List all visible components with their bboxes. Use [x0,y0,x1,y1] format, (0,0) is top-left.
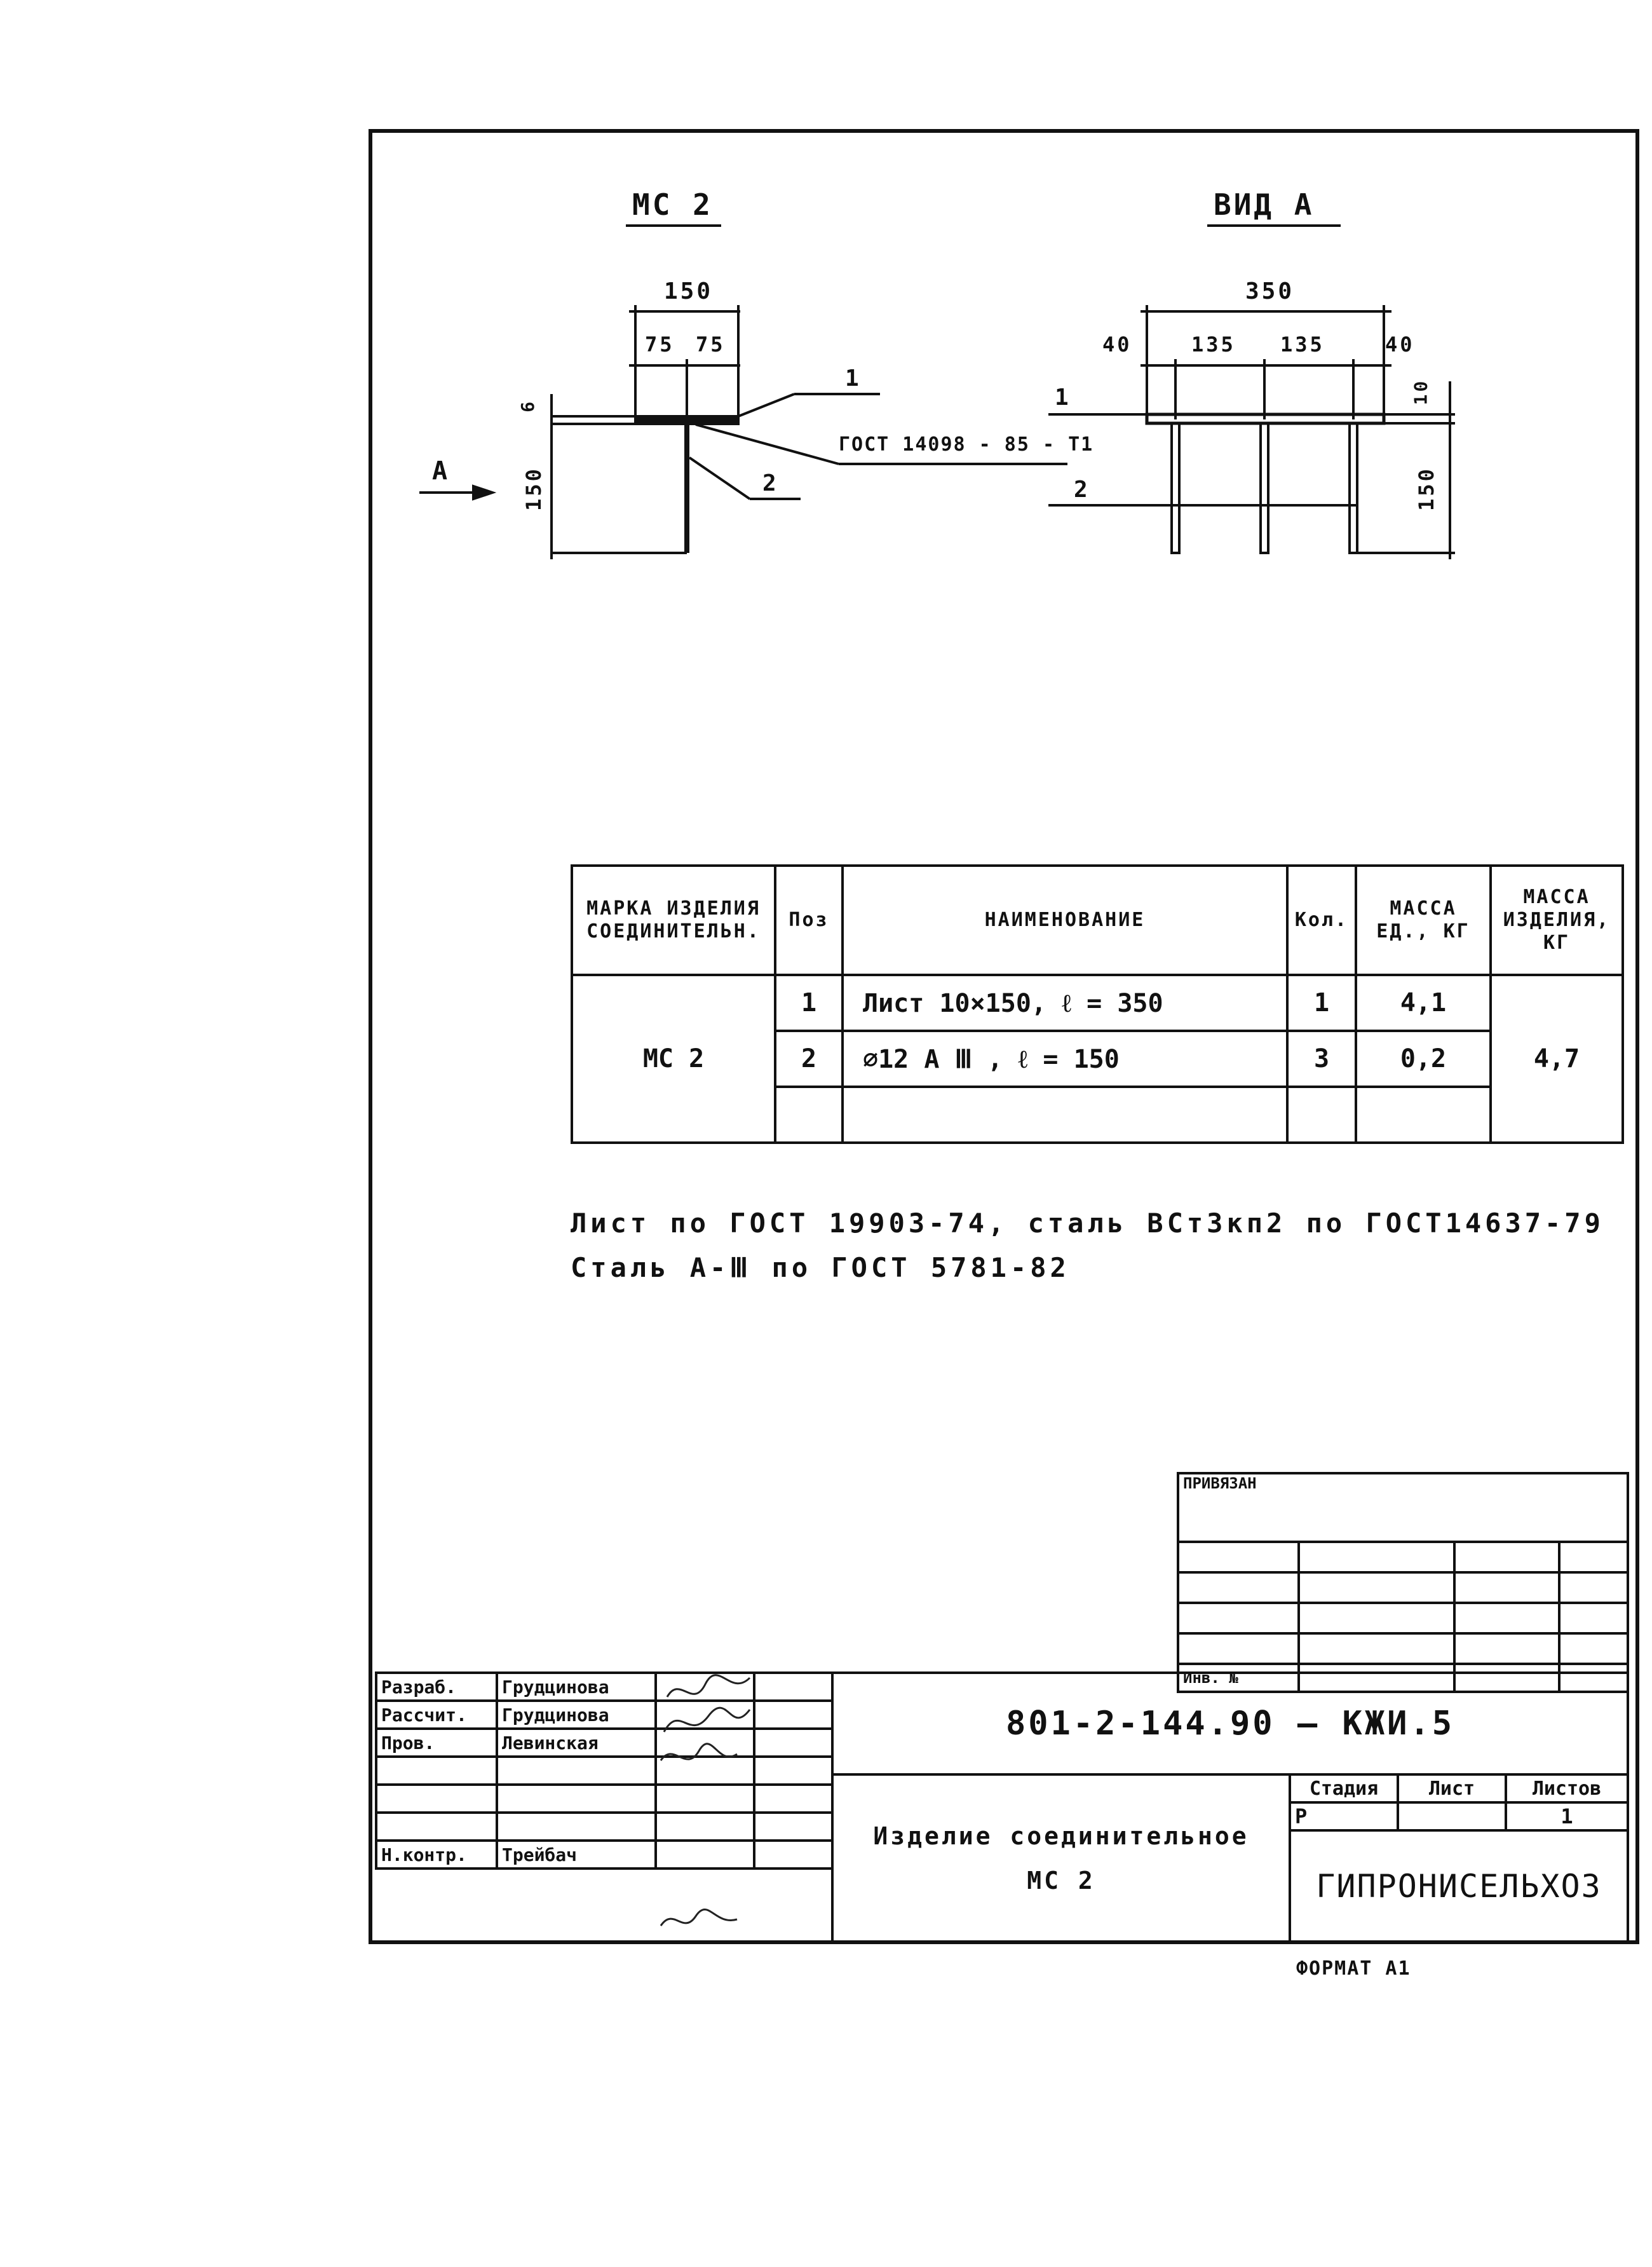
role-name [497,1813,656,1841]
view-callout-2: 2 [1074,477,1090,503]
row-unit-mass: 0,2 [1356,1031,1491,1087]
role-label [376,1813,497,1841]
section-title: МС 2 [632,187,713,222]
item-mass: 4,7 [1491,975,1623,1143]
row-unit-mass [1356,1087,1491,1143]
dim-right-mid-1: 135 [1191,332,1236,357]
row-qty [1287,1087,1356,1143]
row-name: ∅12 А Ⅲ , ℓ = 150 [843,1031,1287,1087]
header-name: НАИМЕНОВАНИЕ [843,866,1287,975]
spec-header-row [572,866,1623,975]
header-unit-mass: МАССА ЕД., КГ [1356,866,1491,975]
view-title: ВИД А [1214,187,1315,222]
role-name: Грудцинова [497,1701,656,1729]
header-qty: Кол. [1287,866,1356,975]
sheets-value: 1 [1506,1802,1628,1830]
row-name: Лист 10×150, ℓ = 350 [843,975,1287,1031]
stage-value: Р [1290,1802,1398,1830]
role-label: Пров. [376,1729,497,1757]
dim-right-plate: 10 [1410,378,1432,405]
dim-left-half-1: 75 [645,332,675,357]
dim-right-edge-2: 40 [1385,332,1415,357]
dim-right-height: 150 [1414,466,1439,511]
header-pos: Поз [775,866,843,975]
header-item-mass: МАССА ИЗДЕЛИЯ, КГ [1491,866,1623,975]
role-name [497,1785,656,1813]
drawing-views [0,0,1652,763]
stage-label: Стадия [1290,1774,1398,1802]
header-mark: МАРКА ИЗДЕЛИЯ СОЕДИНИТЕЛЬН. [572,866,775,975]
binding-block [1177,1472,1629,1693]
row-pos: 1 [775,975,843,1031]
callout-pos-2: 2 [762,470,779,496]
role-label: Рассчит. [376,1701,497,1729]
note-line-2: Сталь А-Ⅲ по ГОСТ 5781-82 [571,1252,1070,1283]
role-name: Трейбач [497,1841,656,1869]
signatures [654,1671,756,1938]
dim-left-plate: 6 [517,399,538,412]
document-title-line-2: МС 2 [1027,1867,1095,1895]
row-name [843,1087,1287,1143]
role-label [376,1757,497,1785]
role-label [376,1785,497,1813]
role-label: Разраб. [376,1673,497,1701]
view-callout-1: 1 [1055,385,1071,411]
dim-right-total: 350 [1245,278,1295,304]
note-line-1: Лист по ГОСТ 19903-74, сталь ВСт3кп2 по ГОСТ14637-79 [571,1208,1604,1239]
row-qty: 1 [1287,975,1356,1031]
document-title [832,1774,1290,1942]
row-unit-mass: 4,1 [1356,975,1491,1031]
role-name [497,1757,656,1785]
document-code: 801-2-144.90 — КЖИ.5 [832,1673,1628,1774]
dim-right-edge-1: 40 [1102,332,1132,357]
dim-left-total: 150 [664,278,714,304]
sheets-label: Листов [1506,1774,1628,1802]
dim-left-half-2: 75 [696,332,726,357]
sheet-value [1398,1802,1506,1830]
document-title-line-1: Изделие соединительное [873,1822,1249,1850]
format-label: ФОРМАТ А1 [1296,1957,1411,1980]
dim-right-mid-2: 135 [1280,332,1325,357]
row-pos [775,1087,843,1143]
organization: ГИПРОНИСЕЛЬХОЗ [1290,1830,1628,1942]
role-label: Н.контр. [376,1841,497,1869]
role-name: Грудцинова [497,1673,656,1701]
inv-label: Инв. № [1178,1664,1299,1692]
callout-pos-1: 1 [845,365,862,391]
view-arrow-label: А [432,456,450,486]
dim-left-height: 150 [521,466,546,511]
row-qty: 3 [1287,1031,1356,1087]
sheet-label: Лист [1398,1774,1506,1802]
item-mark: МС 2 [572,975,775,1143]
callout-weld: ГОСТ 14098 - 85 - Т1 [839,433,1094,456]
signature-grid [375,1671,834,1870]
binding-title: ПРИВЯЗАН [1178,1473,1628,1542]
role-name: Левинская [497,1729,656,1757]
title-main [831,1671,1629,1944]
row-pos: 2 [775,1031,843,1087]
table-row [572,975,1623,1031]
specification-table [571,864,1624,1144]
